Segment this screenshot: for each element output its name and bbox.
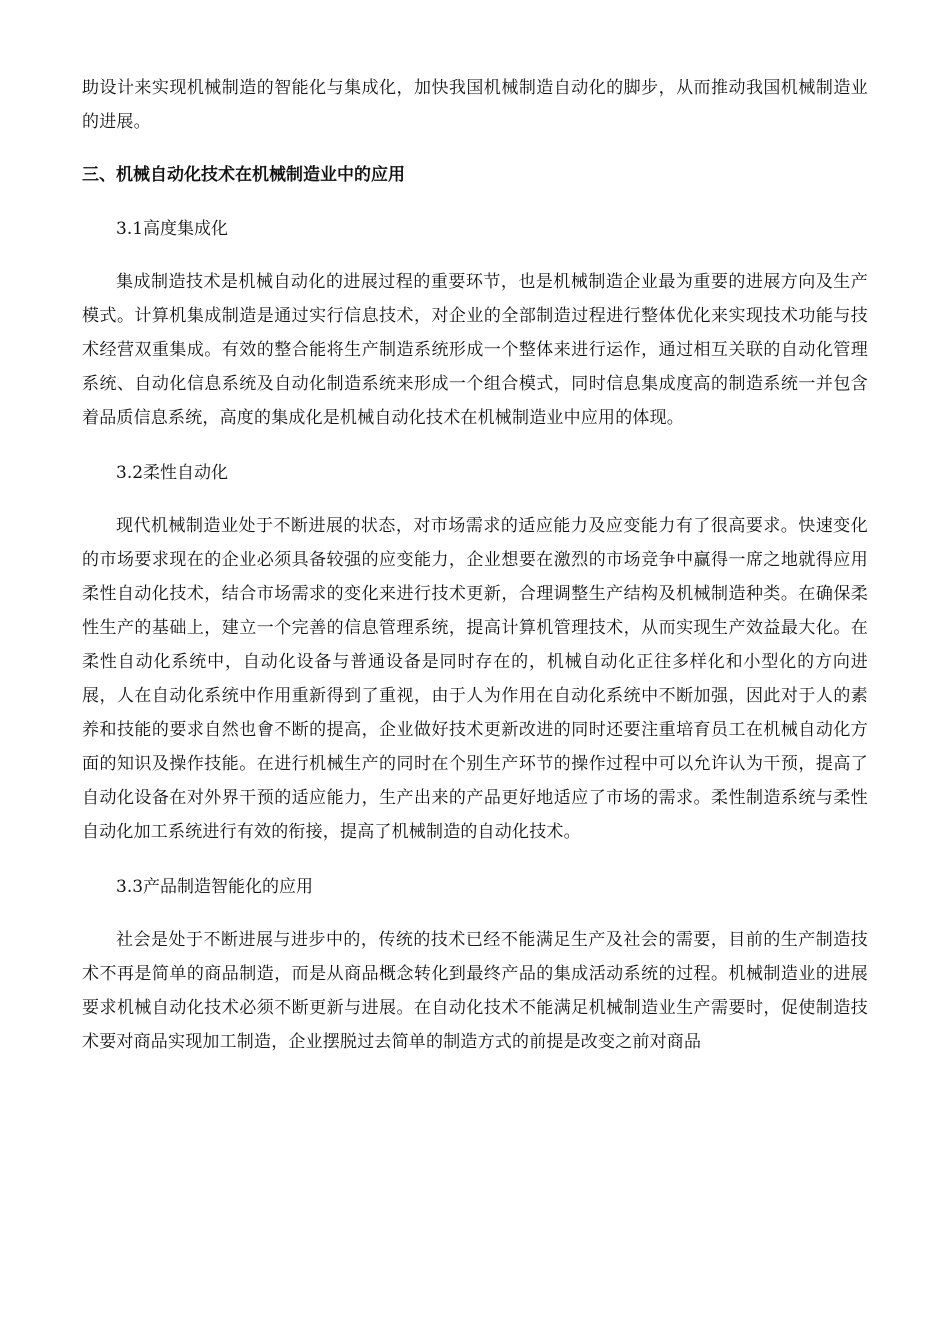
subsection-title-3-3: 3.3产品制造智能化的应用 bbox=[116, 877, 314, 897]
document-page bbox=[82, 71, 868, 1080]
section-heading: 三、机械自动化技术在机械制造业中的应用 bbox=[82, 165, 405, 185]
subsection-body-3-3: 社会是处于不断进展与进步中的，传统的技术已经不能满足生产及社会的需要，目前的生产制造技术不再是简单的商品制造，而是从商品概念转化到最终产品的集成活动系统的过程。机械制造业的进展要求机械自动化技术必须不断更新与进展。在自动化技术不能满足机械制造业生产需要时，促使制造技术要对商品实现加工制造，企业摆脱过去简单的制造方式的前提是改变之前对商品 bbox=[82, 930, 868, 1052]
subsection-title-3-1: 3.1高度集成化 bbox=[116, 219, 229, 239]
subsection-body-3-1: 集成制造技术是机械自动化的进展过程的重要环节，也是机械制造企业最为重要的进展方向及生产模式。计算机集成制造是通过实行信息技术，对企业的全部制造过程进行整体优化来实现技术功能与技术经营双重集成。有效的整合能将生产制造系统形成一个整体来进行运作，通过相互关联的自动化管理系统、自动化信息系统及自动化制造系统来形成一个组合模式，同时信息集成度高的制造系统一并包含着品质信息系统，高度的集成化是机械自动化技术在机械制造业中应用的体现。 bbox=[82, 272, 868, 428]
subsection-title-3-2: 3.2柔性自动化 bbox=[116, 463, 229, 483]
intro-paragraph: 助设计来实现机械制造的智能化与集成化，加快我国机械制造自动化的脚步，从而推动我国机械制造业的进展。 bbox=[82, 78, 868, 132]
subsection-body-3-2: 现代机械制造业处于不断进展的状态，对市场需求的适应能力及应变能力有了很高要求。快速变化的市场要求现在的企业必须具备较强的应变能力，企业想要在激烈的市场竞争中赢得一席之地就得应用柔性自动化技术，结合市场需求的变化来进行技术更新，合理调整生产结构及机械制造种类。在确保柔性生产的基础上，建立一个完善的信息管理系统，提高计算机管理技术，从而实现生产效益最大化。在柔性自动化系统中，自动化设备与普通设备是同时存在的，机械自动化正往多样化和小型化的方向进展，人在自动化系统中作用重新得到了重视，由于人为作用在自动化系统中不断加强，因此对于人的素养和技能的要求自然也會不断的提高，企业做好技术更新改进的同时还要注重培育员工在机械自动化方面的知识及操作技能。在进行机械生产的同时在个别生产环节的操作过程中可以允许认为干预，提高了自动化设备在对外界干预的适应能力，生产出来的产品更好地适应了市场的需求。柔性制造系统与柔性自动化加工系统进行有效的衔接，提高了机械制造的自动化技术。 bbox=[82, 516, 868, 842]
